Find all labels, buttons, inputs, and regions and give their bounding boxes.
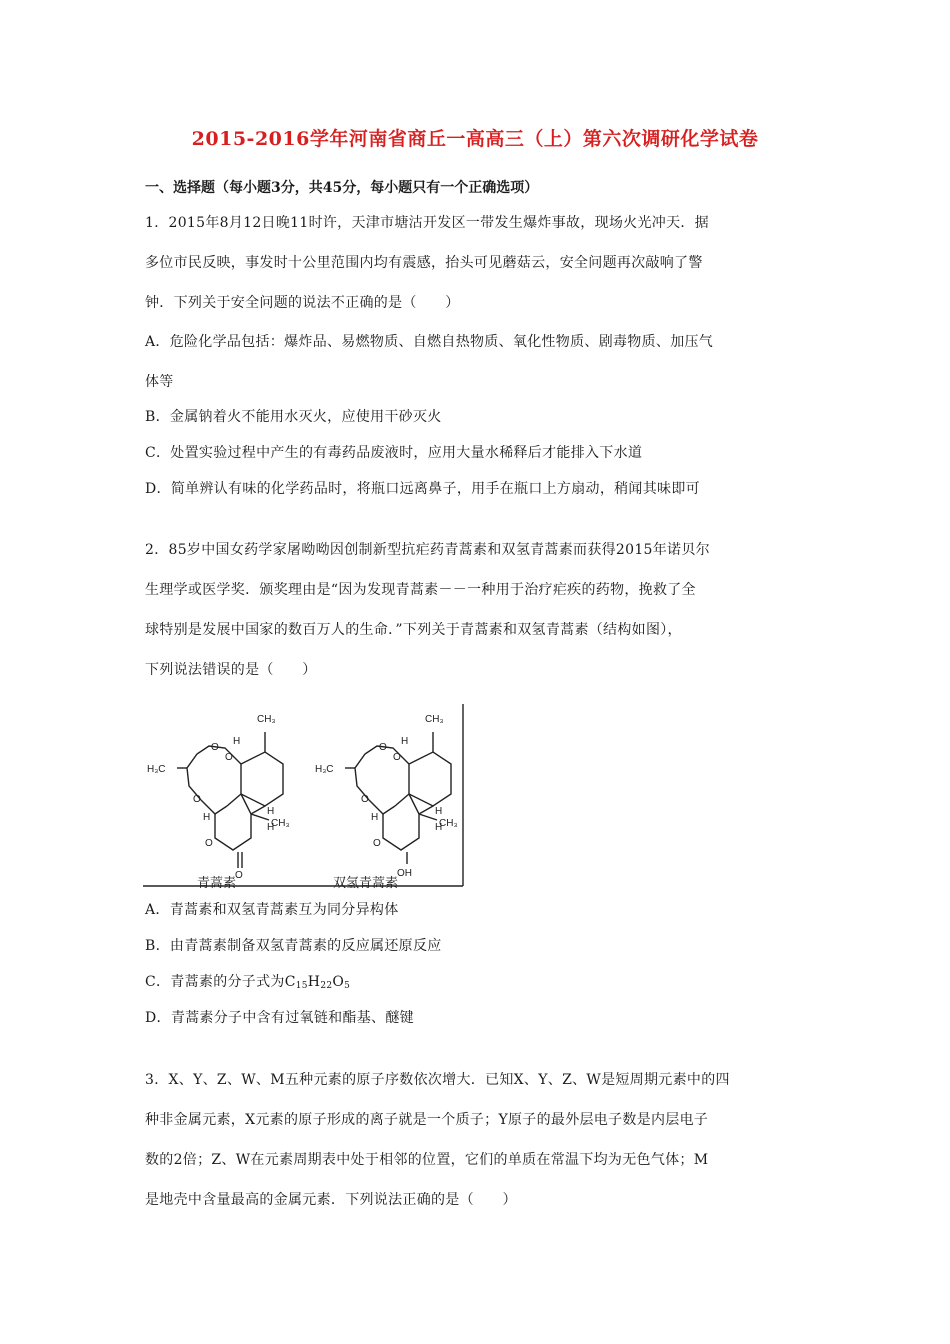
label-h-right-right-2: H bbox=[435, 822, 443, 833]
q1-option-c: C．处置实验过程中产生的有毒药品废液时，应用大量水稀释后才能排入下水道 bbox=[145, 445, 643, 461]
formula-element: H bbox=[307, 974, 321, 990]
label-o-ether-left: O bbox=[193, 794, 201, 805]
label-h-mid-left: H bbox=[203, 812, 211, 823]
q2-option-a: A．青蒿素和双氢青蒿素互为同分异构体 bbox=[145, 902, 399, 918]
q2-option-c-prefix: C．青蒿素的分子式为C bbox=[145, 974, 296, 990]
label-h3c-right: H₃C bbox=[315, 764, 334, 775]
q2-stem-line: 球特别是发展中国家的数百万人的生命．”下列关于青蒿素和双氢青蒿素（结构如图）， bbox=[145, 622, 682, 638]
formula-element: O bbox=[332, 974, 345, 990]
q1-option-b: B．金属钠着火不能用水灭火，应使用干砂灭火 bbox=[145, 409, 442, 425]
q2-stem bbox=[145, 530, 815, 690]
q2-stem-line: 2．85岁中国女药学家屠呦呦因创制新型抗疟药青蒿素和双氢青蒿素而获得2015年诺贝尔 bbox=[145, 542, 710, 558]
page-title: 2015-2016学年河南省商丘一高高三（上）第六次调研化学试卷 bbox=[191, 128, 759, 150]
label-o-carbonyl-left: O bbox=[235, 870, 243, 881]
label-ch3-top-left: CH₃ bbox=[257, 714, 276, 725]
label-o-ring-right: O bbox=[373, 838, 381, 849]
q1-option-d: D．简单辨认有味的化学药品时，将瓶口远离鼻子，用手在瓶口上方扇动，稍闻其味即可 bbox=[145, 481, 700, 497]
q1-option-a bbox=[145, 322, 815, 402]
q3-stem-line: 数的2倍；Z、W在元素周期表中处于相邻的位置，它们的单质在常温下均为无色气体；M bbox=[145, 1152, 709, 1168]
caption-artemisinin: 青蒿素 bbox=[197, 876, 237, 891]
structure-figure bbox=[143, 702, 465, 891]
formula-subscript: 5 bbox=[344, 981, 351, 991]
label-o-peroxide-2-right: O bbox=[393, 752, 401, 763]
q2-option-b: B．由青蒿素制备双氢青蒿素的反应属还原反应 bbox=[145, 938, 442, 954]
q3-stem-line: 种非金属元素，X元素的原子形成的离子就是一个质子；Y原子的最外层电子数是内层电子 bbox=[145, 1112, 709, 1128]
label-h-right-left-1: H bbox=[267, 806, 275, 817]
formula-subscript: 15 bbox=[295, 981, 308, 991]
q1-option-a-line: 体等 bbox=[145, 374, 174, 390]
label-h-top-left: H bbox=[233, 736, 241, 747]
label-o-peroxide-1-left: O bbox=[211, 742, 219, 753]
label-h-mid-right: H bbox=[371, 812, 379, 823]
label-ch3-top-right: CH₃ bbox=[425, 714, 444, 725]
q2-option-d: D．青蒿素分子中含有过氧链和酯基、醚键 bbox=[145, 1010, 414, 1026]
q1-stem-line: 多位市民反映，事发时十公里范围内均有震感，抬头可见蘑菇云，安全问题再次敲响了警 bbox=[145, 255, 703, 271]
formula-subscript: 22 bbox=[320, 981, 333, 991]
label-oh-right: OH bbox=[397, 868, 412, 879]
label-o-peroxide-2-left: O bbox=[225, 752, 233, 763]
q3-stem-line: 是地壳中含量最高的金属元素．下列说法正确的是（ ） bbox=[145, 1192, 517, 1208]
label-h-right-right-1: H bbox=[435, 806, 443, 817]
q1-stem bbox=[145, 203, 815, 323]
label-ch3-bottom-right: CH₃ bbox=[439, 818, 458, 829]
label-o-lactone-left: O bbox=[205, 838, 213, 849]
q1-option-a-line: A．危险化学品包括：爆炸品、易燃物质、自燃自热物质、氧化性物质、剧毒物质、加压气 bbox=[145, 334, 714, 350]
q1-stem-line: 钟．下列关于安全问题的说法不正确的是（ ） bbox=[145, 295, 460, 311]
q1-stem-line: 1．2015年8月12日晚11时许，天津市塘沽开发区一带发生爆炸事故，现场火光冲天．据 bbox=[145, 215, 709, 231]
structure-drawing bbox=[143, 702, 465, 888]
label-ch3-bottom-left: CH₃ bbox=[271, 818, 290, 829]
section-heading: 一、选择题（每小题3分，共45分，每小题只有一个正确选项） bbox=[145, 180, 539, 196]
caption-dihydroartemisinin: 双氢青蒿素 bbox=[333, 876, 399, 891]
label-h3c-left: H₃C bbox=[147, 764, 166, 775]
q3-stem-line: 3．X、Y、Z、W、M五种元素的原子序数依次增大．已知X、Y、Z、W是短周期元素中的四 bbox=[145, 1072, 730, 1088]
q2-option-c bbox=[145, 967, 815, 1001]
q2-stem-line: 下列说法错误的是（ ） bbox=[145, 662, 317, 678]
label-o-ether-right: O bbox=[361, 794, 369, 805]
q2-stem-line: 生理学或医学奖．颁奖理由是“因为发现青蒿素－－一种用于治疗疟疾的药物，挽救了全 bbox=[145, 582, 696, 598]
label-h-right-left-2: H bbox=[267, 822, 275, 833]
label-o-peroxide-1-right: O bbox=[379, 742, 387, 753]
label-h-top-right: H bbox=[401, 736, 409, 747]
q3-stem bbox=[145, 1060, 815, 1220]
